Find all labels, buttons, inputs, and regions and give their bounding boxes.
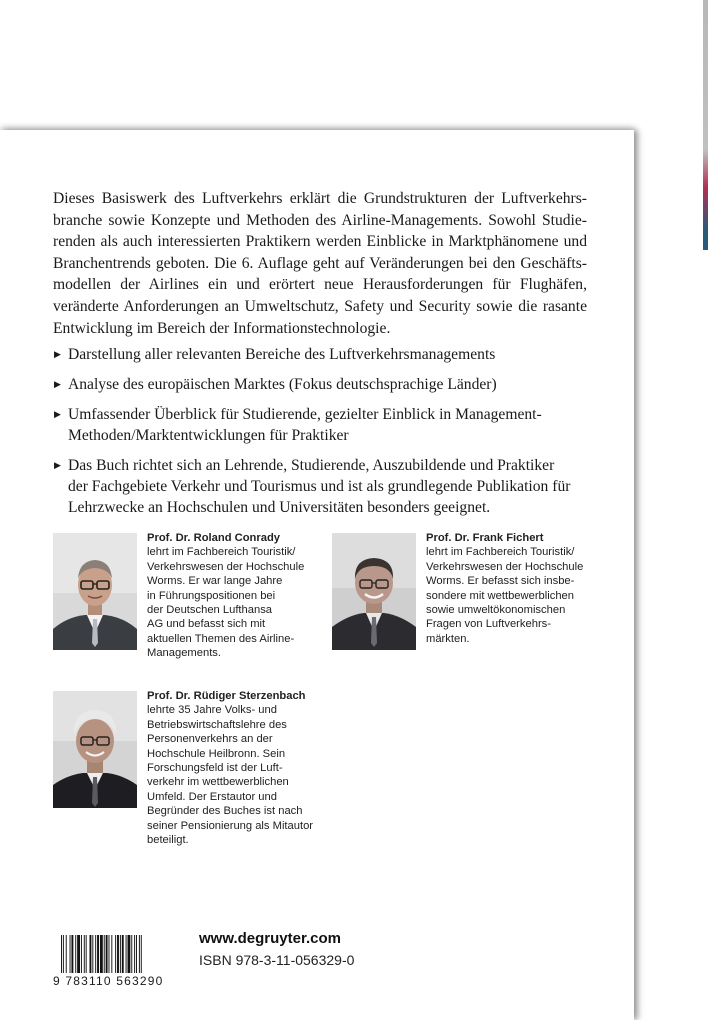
intro-line: branche sowie Konzepte und Methoden des Airline-Managements. Sowohl Studie- (53, 211, 587, 229)
author-bio: lehrte 35 Jahre Volks- und Betriebswirtschaftslehre des Personenverkehrs an der Hochschule Heilbronn. Sein Forschungsfeld ist der Luft- verkehr im wettbewerblichen Umfeld. Der Erstautor und Begründer des Buches ist nach seiner Pensionierung als Mitautor beteiligt. (147, 704, 314, 847)
intro-line: veränderte Anforderungen an Umweltschutz, Safety und Security sowie die rasante (53, 297, 587, 315)
triangle-bullet-icon: ▶ (54, 460, 61, 470)
barcode-digits: 9 783110 563290 (53, 973, 178, 989)
author-block-fichert (426, 531, 606, 646)
intro-line: Branchentrends geboten. Die 6. Auflage geht auf Veränderungen bei den Geschäfts- (53, 254, 587, 272)
author-name: Prof. Dr. Rüdiger Sterzenbach (147, 690, 306, 702)
feature-item: ▶ Analyse des europäischen Marktes (Fokus deutschsprachige Länder) (54, 376, 497, 393)
feature-list (53, 344, 593, 527)
intro-line: renden als auch interessierten Praktikern werden Einblicke in Marktphänomene und (53, 233, 587, 251)
publisher-website: www.degruyter.com (199, 930, 341, 947)
author-block-conrady (147, 531, 322, 661)
author-photo-conrady (53, 533, 137, 650)
intro-line: Dieses Basiswerk des Luftverkehrs erklärt die Grundstrukturen der Luftverkehrs- (53, 190, 587, 207)
author-bio: lehrt im Fachbereich Touristik/ Verkehrswesen der Hochschule Worms. Er befasst sich insbe- sondere mit wettbewerblichen sowie umweltökonomischen Fragen von Luftverkehrs- märkten. (426, 546, 584, 645)
author-photo-sterzenbach (53, 691, 137, 808)
feature-item: ▶ Umfassender Überblick für Studierende, gezielter Einblick in Management- Methoden/Marktentwicklungen für Praktiker (54, 406, 542, 444)
intro-paragraph (53, 188, 587, 339)
author-name: Prof. Dr. Roland Conrady (147, 532, 281, 544)
author-photo-fichert (332, 533, 416, 650)
author-block-sterzenbach (147, 689, 332, 847)
author-name: Prof. Dr. Frank Fichert (426, 532, 544, 544)
intro-line: Entwicklung im Bereich der Informationstechnologie. (53, 319, 391, 337)
triangle-bullet-icon: ▶ (54, 349, 61, 359)
feature-item: ▶ Das Buch richtet sich an Lehrende, Studierende, Auszubildende und Praktiker der Fachgebiete Verkehr und Tourismus und ist als grundlegende Publikation für Lehrzwecke an Hochschulen und Universitäten besonders geeignet. (54, 457, 571, 516)
feature-item: ▶ Darstellung aller relevanten Bereiche des Luftverkehrsmanagements (54, 346, 496, 363)
isbn-number: ISBN 978-3-11-056329-0 (199, 952, 355, 968)
author-bio: lehrt im Fachbereich Touristik/ Verkehrswesen der Hochschule Worms. Er war lange Jahre in Führungspositionen bei der Deutschen Lufthansa AG und befasst sich mit aktuellen Themen des Airline- Managements. (147, 546, 305, 660)
intro-line: modellen der Airlines ein und erörtert neue Herausforderungen für Flughäfen, (53, 276, 587, 294)
adjacent-book-spine (703, 0, 708, 250)
triangle-bullet-icon: ▶ (54, 379, 61, 389)
triangle-bullet-icon: ▶ (54, 409, 61, 419)
